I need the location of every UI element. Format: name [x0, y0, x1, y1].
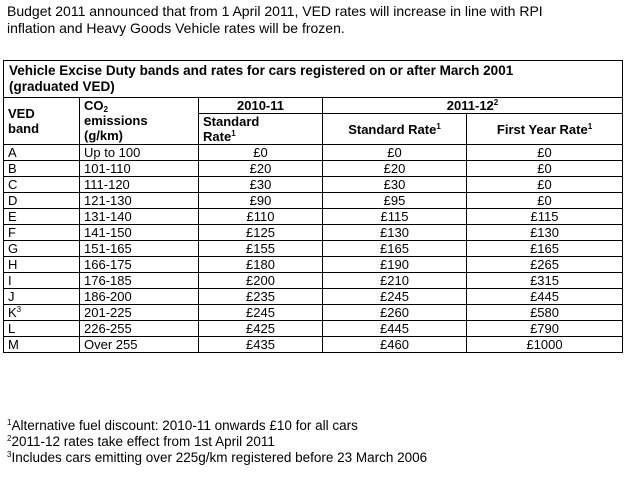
standard-rate-2011-cell [323, 209, 467, 225]
co2-cell [80, 273, 199, 289]
co2-cell-text: 151-165 [84, 241, 132, 256]
standard-rate-2010-cell [199, 161, 323, 177]
co2-cell [80, 241, 199, 257]
ved-rates-table [3, 60, 623, 353]
standard-word: Standard [203, 114, 260, 129]
table-title-line-2: (graduated VED) [9, 79, 115, 94]
band-cell [4, 273, 80, 289]
band-cell-text: H [8, 257, 18, 272]
standard-rate-2011-cell-text: £445 [380, 321, 409, 336]
first-year-rate-cell [467, 289, 623, 305]
table-title-row [4, 61, 623, 98]
first-year-rate-cell-text: £580 [530, 305, 559, 320]
first-year-rate-cell [467, 337, 623, 353]
band-cell [4, 305, 80, 321]
year-2011-12-label: 2011-12 [446, 98, 494, 113]
first-year-rate-cell-text: £445 [530, 289, 559, 304]
standard-rate-2010-cell [199, 225, 323, 241]
table-title [4, 61, 623, 98]
standard-rate-2011-cell [323, 177, 467, 193]
standard-rate-2010-header [199, 114, 323, 145]
standard-rate-2010-cell-text: £180 [246, 257, 275, 272]
co2-cell [80, 177, 199, 193]
footnote-mark-1: 1 [436, 121, 441, 131]
co2-cell-text: Up to 100 [84, 145, 141, 160]
co2-cell-text: 166-175 [84, 257, 132, 272]
intro-paragraph [7, 3, 623, 37]
first-year-rate-cell [467, 241, 623, 257]
standard-rate-2010-cell [199, 321, 323, 337]
co2-cell [80, 337, 199, 353]
first-year-rate-cell [467, 273, 623, 289]
header-row-1 [4, 98, 623, 114]
footnote-3 [7, 450, 623, 466]
year-2010-11-header: 2010-11 [199, 98, 323, 114]
first-year-rate-cell-text: £1000 [526, 337, 563, 352]
first-year-rate-cell-text: £790 [530, 321, 559, 336]
standard-rate-2011-cell-text: £210 [380, 273, 409, 288]
first-year-rate-cell-text: £0 [537, 177, 552, 192]
intro-line-1: Budget 2011 announced that from 1 April 2011, VED rates will increase in line with RPI [7, 3, 543, 19]
table-row [4, 177, 623, 193]
table-row [4, 161, 623, 177]
standard-rate-2011-cell [323, 337, 467, 353]
first-year-rate-cell-text: £130 [530, 225, 559, 240]
band-cell [4, 193, 80, 209]
standard-rate-2011-cell [323, 145, 467, 161]
co2-emissions-header [80, 98, 199, 145]
band-cell-text: E [8, 209, 17, 224]
standard-rate-2010-cell [199, 209, 323, 225]
emissions-unit: (g/km) [84, 128, 123, 143]
standard-rate-2010-cell-text: £125 [246, 225, 275, 240]
standard-rate-2010-cell [199, 337, 323, 353]
standard-rate-2011-cell-text: £260 [380, 305, 409, 320]
first-year-rate-cell-text: £265 [530, 257, 559, 272]
standard-rate-2011-label: Standard Rate [348, 121, 437, 137]
intro-line-2: inflation and Heavy Goods Vehicle rates will be frozen. [7, 20, 345, 36]
co2-cell-text: 226-255 [84, 321, 132, 336]
standard-rate-2010-cell-text: £435 [246, 337, 275, 352]
band-cell-text: C [8, 177, 18, 192]
standard-rate-2011-cell [323, 321, 467, 337]
standard-rate-2010-cell [199, 145, 323, 161]
band-cell-text: F [8, 225, 16, 240]
band-cell-text: K [8, 305, 17, 320]
standard-rate-2010-cell-text: £245 [246, 305, 275, 320]
co2-cell-text: 201-225 [84, 305, 132, 320]
first-year-rate-cell [467, 209, 623, 225]
standard-rate-2010-cell [199, 177, 323, 193]
co2-cell-text: 176-185 [84, 273, 132, 288]
first-year-rate-cell-text: £0 [537, 145, 552, 160]
band-cell-text: L [8, 321, 16, 336]
band-cell-text: I [8, 273, 12, 288]
band-cell-text: A [8, 145, 17, 160]
co2-cell-text: 131-140 [84, 209, 132, 224]
standard-rate-2011-cell-text: £0 [387, 145, 402, 160]
footnote-number: 3 [7, 450, 12, 459]
standard-rate-2011-cell-text: £165 [380, 241, 409, 256]
co2-cell [80, 193, 199, 209]
co2-cell [80, 145, 199, 161]
band-cell [4, 145, 80, 161]
ved-band-header-line-1: VED [8, 106, 35, 121]
standard-rate-2010-cell-text: £425 [246, 321, 275, 336]
table-row [4, 225, 623, 241]
table-row [4, 305, 623, 321]
table-row [4, 337, 623, 353]
standard-rate-2010-cell [199, 273, 323, 289]
band-cell-text: D [8, 193, 18, 208]
co2-cell [80, 209, 199, 225]
first-year-rate-header [467, 114, 623, 145]
first-year-rate-cell-text: £315 [530, 273, 559, 288]
first-year-rate-cell [467, 177, 623, 193]
first-year-rate-label: First Year Rate [496, 121, 588, 137]
standard-rate-2010-cell [199, 241, 323, 257]
co2-label [84, 98, 194, 113]
year-2011-12-header [323, 98, 623, 114]
co2-cell [80, 289, 199, 305]
first-year-rate-cell [467, 225, 623, 241]
standard-rate-2011-cell [323, 305, 467, 321]
rate-word-line [203, 129, 318, 144]
band-cell-text: J [8, 289, 15, 304]
rate-word: Rate [203, 129, 232, 144]
standard-rate-2010-cell-text: £0 [253, 145, 268, 160]
first-year-rate-cell-text: £0 [537, 161, 552, 176]
footnotes [7, 418, 623, 466]
footnote-mark-1: 1 [587, 121, 593, 131]
first-year-rate-cell [467, 257, 623, 273]
standard-rate-2011-cell-text: £460 [380, 337, 409, 352]
first-year-rate-cell-text: £115 [530, 209, 559, 224]
standard-rate-2011-cell [323, 161, 467, 177]
footnote-mark-1: 1 [231, 129, 236, 138]
standard-rate-2011-cell [323, 257, 467, 273]
co2-cell-text: 141-150 [84, 225, 132, 240]
first-year-rate-cell [467, 193, 623, 209]
band-cell-text: B [8, 161, 17, 176]
co2-cell-text: 111-120 [84, 177, 130, 192]
first-year-rate-cell [467, 305, 623, 321]
footnote-text: Alternative fuel discount: 2010-11 onwards £10 for all cars [11, 418, 358, 433]
standard-rate-2010-cell [199, 305, 323, 321]
standard-rate-2010-cell-text: £20 [249, 161, 272, 176]
standard-rate-2010-cell-text: £110 [246, 209, 275, 224]
standard-rate-2011-cell [323, 193, 467, 209]
standard-rate-2010-cell [199, 193, 323, 209]
standard-rate-2011-cell-text: £115 [380, 209, 409, 224]
standard-rate-2011-cell [323, 273, 467, 289]
co2-cell [80, 161, 199, 177]
table-row [4, 241, 623, 257]
band-cell-text: G [8, 241, 19, 256]
co2-cell [80, 305, 199, 321]
band-cell [4, 161, 80, 177]
table-title-line-1: Vehicle Excise Duty bands and rates for cars registered on or after March 2001 [9, 63, 514, 78]
table-row [4, 209, 623, 225]
co2-prefix: CO [84, 98, 104, 113]
standard-rate-2011-header [323, 114, 467, 145]
footnote-text: 2011-12 rates take effect from 1st April 2011 [11, 434, 275, 449]
ved-band-header [4, 98, 80, 145]
ved-band-header-line-2: band [8, 121, 40, 136]
standard-rate-2011-cell-text: £95 [383, 193, 406, 208]
standard-rate-2011-cell-text: £130 [380, 225, 409, 240]
standard-rate-2011-cell-text: £190 [380, 257, 409, 272]
footnote-2 [7, 434, 623, 450]
standard-rate-2010-cell [199, 257, 323, 273]
standard-rate-2010-cell-text: £90 [249, 193, 272, 208]
band-cell [4, 209, 80, 225]
co2-cell [80, 225, 199, 241]
footnote-mark-2: 2 [493, 98, 499, 107]
footnote-text: Includes cars emitting over 225g/km registered before 23 March 2006 [11, 450, 428, 465]
co2-cell-text: 121-130 [84, 193, 132, 208]
footnote-1 [7, 418, 623, 434]
band-cell [4, 225, 80, 241]
standard-rate-2010-cell [199, 289, 323, 305]
co2-cell [80, 257, 199, 273]
first-year-rate-cell [467, 161, 623, 177]
co2-subscript: 2 [103, 105, 108, 114]
band-cell-text: M [8, 337, 19, 352]
standard-rate-2010-cell-text: £200 [246, 273, 275, 288]
standard-rate-2010-cell-text: £235 [246, 289, 275, 304]
standard-rate-2011-cell-text: £20 [383, 161, 406, 176]
table-row [4, 273, 623, 289]
first-year-rate-cell-text: £165 [530, 241, 559, 256]
footnote-number: 1 [7, 418, 12, 427]
table-row [4, 321, 623, 337]
band-cell [4, 289, 80, 305]
first-year-rate-cell [467, 145, 623, 161]
first-year-rate-cell-text: £0 [537, 193, 552, 208]
band-cell [4, 257, 80, 273]
band-cell [4, 241, 80, 257]
band-cell [4, 337, 80, 353]
standard-rate-2011-cell-text: £245 [380, 289, 409, 304]
standard-rate-2011-cell [323, 289, 467, 305]
co2-cell-text: 101-110 [84, 161, 131, 176]
standard-rate-2010-cell-text: £30 [249, 177, 272, 192]
co2-cell [80, 321, 199, 337]
table-row [4, 193, 623, 209]
footnote-number: 2 [7, 434, 12, 443]
standard-rate-2011-cell [323, 225, 467, 241]
standard-rate-2011-cell [323, 241, 467, 257]
band-cell [4, 177, 80, 193]
co2-cell-text: Over 255 [84, 337, 138, 352]
table-row [4, 257, 623, 273]
first-year-rate-cell [467, 321, 623, 337]
footnote-mark-3: 3 [16, 305, 22, 314]
standard-rate-2011-cell-text: £30 [383, 177, 406, 192]
standard-rate-2010-cell-text: £155 [246, 241, 275, 256]
table-row [4, 289, 623, 305]
table-body [4, 145, 623, 353]
emissions-word: emissions [84, 113, 148, 128]
band-cell [4, 321, 80, 337]
table-row [4, 145, 623, 161]
co2-cell-text: 186-200 [84, 289, 132, 304]
